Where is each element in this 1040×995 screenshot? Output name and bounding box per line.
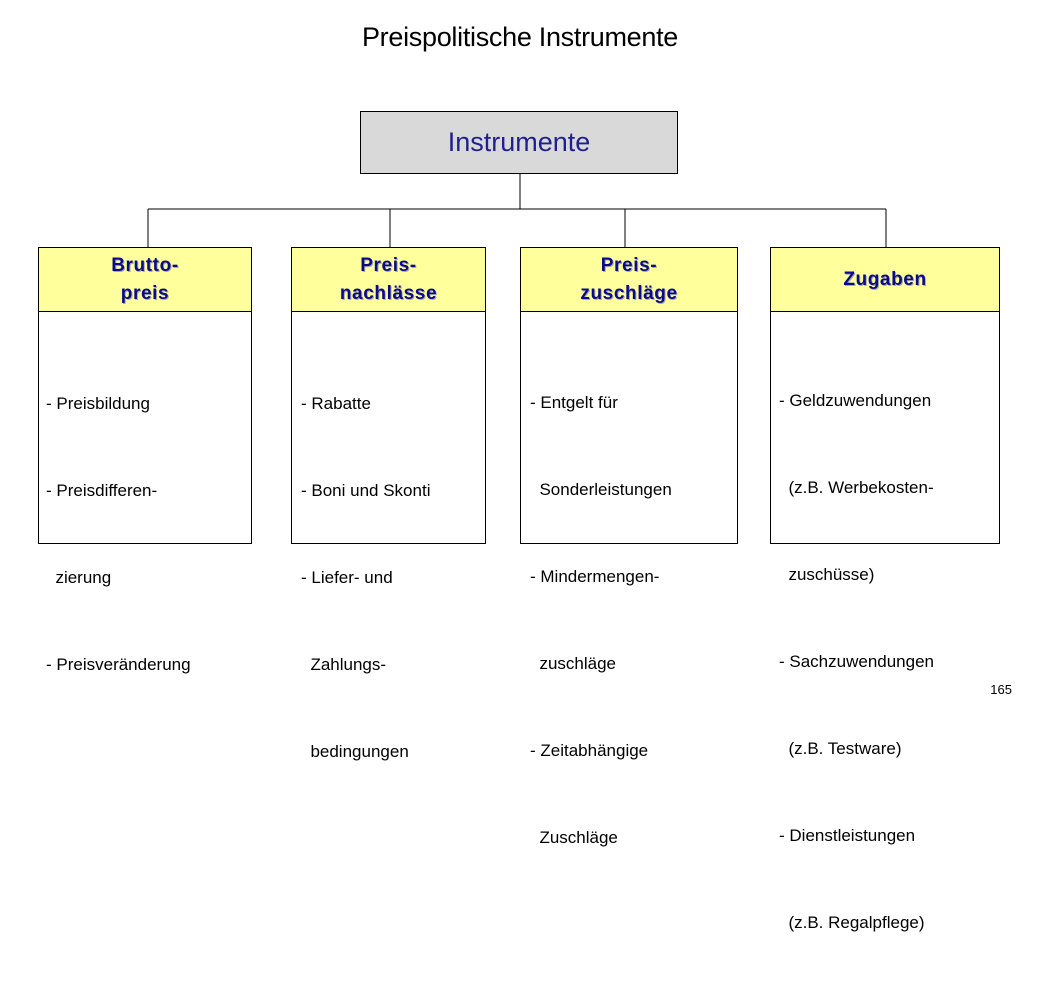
list-item: zierung [46, 568, 112, 587]
list-item: - Liefer- und [301, 568, 393, 587]
category-header [771, 248, 999, 312]
list-item: - Sachzuwendungen [779, 652, 935, 671]
category-card-bruttopreis [38, 247, 252, 674]
list-item: - Preisbildung [46, 394, 150, 413]
list-item: - Preisveränderung [46, 655, 191, 674]
page-number: 165 [990, 682, 1012, 697]
list-item: - Preisdifferen- [46, 481, 158, 500]
category-header [521, 248, 737, 312]
list-item: Sonderleistungen [530, 480, 672, 499]
list-item: (z.B. Testware) [779, 739, 902, 758]
category-header-label: Zugaben [843, 268, 927, 290]
category-card-zugaben [770, 247, 1000, 932]
list-item: Zuschläge [530, 828, 618, 847]
category-header-label: Preis- nachlässe [339, 254, 438, 304]
category-items [39, 312, 251, 737]
category-items [521, 312, 737, 910]
category-card-preiszuschlaege [520, 247, 738, 847]
category-card-preisnachlaesse [291, 247, 486, 761]
list-item: (z.B. Werbekosten- [779, 478, 934, 497]
category-items [292, 312, 485, 824]
list-item: - Boni und Skonti [301, 481, 431, 500]
list-item: - Zeitabhängige [530, 741, 649, 760]
category-header-label: Preis- zuschläge [580, 254, 678, 304]
category-items [771, 312, 999, 995]
root-node [360, 111, 678, 174]
category-header [39, 248, 251, 312]
list-item: bedingungen [301, 742, 409, 761]
list-item: (z.B. Regalpflege) [779, 913, 925, 932]
category-header-label: Brutto- preis [111, 254, 179, 304]
list-item: - Dienstleistungen [779, 826, 916, 845]
list-item: - Entgelt für [530, 393, 618, 412]
root-label: Instrumente [447, 127, 591, 157]
category-header [292, 248, 485, 312]
list-item: - Mindermengen- [530, 567, 660, 586]
list-item: zuschläge [530, 654, 616, 673]
list-item: zuschüsse) [779, 565, 875, 584]
list-item: Zahlungs- [301, 655, 387, 674]
page-title: Preispolitische Instrumente [361, 22, 679, 52]
list-item: - Geldzuwendungen [779, 391, 932, 410]
list-item: - Rabatte [301, 394, 371, 413]
